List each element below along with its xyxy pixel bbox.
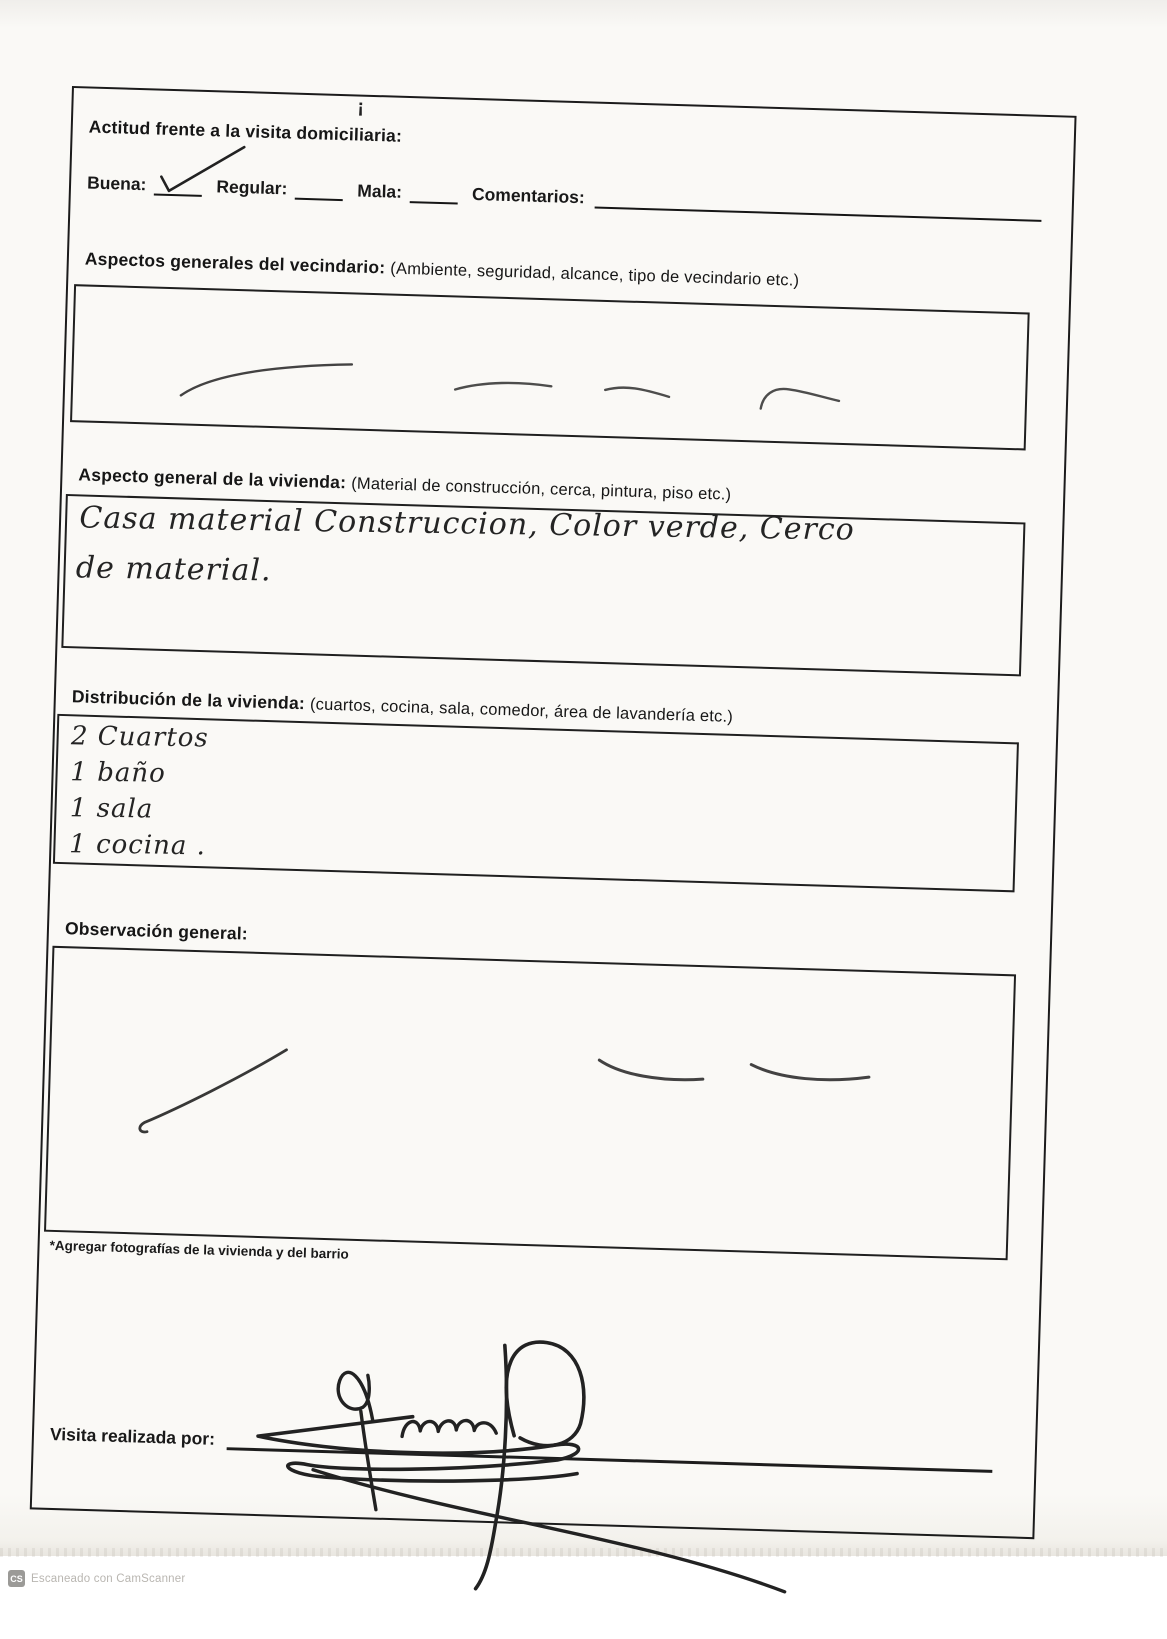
distribution-line-3: 1 sala [69,793,154,825]
form-border-box [30,86,1077,1539]
dwelling-box [61,494,1025,676]
dwelling-handwriting-line-2: de material. [75,550,272,589]
visit-row [50,1424,993,1473]
camscanner-watermark [8,1570,185,1587]
visit-signature-line [227,1429,993,1473]
option-mala-label: Mala: [357,180,403,202]
comments-label: Comentarios: [471,183,586,208]
comments-blank [594,191,1042,222]
distribution-line-2: 1 baño [70,757,166,789]
observation-pen-strokes [46,948,1014,1258]
photos-footnote: *Agregar fotografías de la vivienda y del barrio [49,1237,350,1262]
distribution-box [53,714,1019,892]
neighborhood-hint: (Ambiente, seguridad, alcance, tipo de vecindario etc.) [390,259,800,290]
attitude-title: Actitud frente a la visita domiciliaria: [88,116,403,146]
paper-bottom-edge [0,1548,1167,1557]
option-regular-blank [295,182,344,201]
neighborhood-box [70,284,1030,450]
dwelling-hint: (Material de construcción, cerca, pintura, piso etc.) [350,474,732,504]
option-mala-blank [410,185,459,204]
camscanner-text: Escaneado con CamScanner [31,1572,186,1585]
distribution-line-1: 2 Cuartos [70,721,210,754]
distribution-hint: (cuartos, cocina, sala, comedor, área de lavandería etc.) [309,695,734,726]
neighborhood-title: Aspectos generales del vecindario: [84,248,386,278]
stray-ink-mark: ¡ [357,96,365,118]
observation-box [44,946,1016,1260]
camscanner-badge-icon: CS [8,1570,25,1587]
checkmark-buena-icon [145,138,251,201]
neighborhood-pen-strokes [72,286,1028,448]
distribution-handwriting [69,718,209,864]
observation-title: Observación general: [64,918,249,944]
neighborhood-title-row [85,248,800,290]
option-buena-label: Buena: [86,172,147,195]
dwelling-handwriting-line-1: Casa material Construccion, Color verde, Cerco [79,500,856,548]
option-regular-label: Regular: [216,176,288,199]
dwelling-title: Aspecto general de la vivienda: [78,464,347,493]
distribution-title: Distribución de la vivienda: [71,686,306,714]
distribution-line-4: 1 cocina . [69,829,207,862]
visit-label: Visita realizada por: [49,1423,216,1449]
signature [239,1316,808,1632]
